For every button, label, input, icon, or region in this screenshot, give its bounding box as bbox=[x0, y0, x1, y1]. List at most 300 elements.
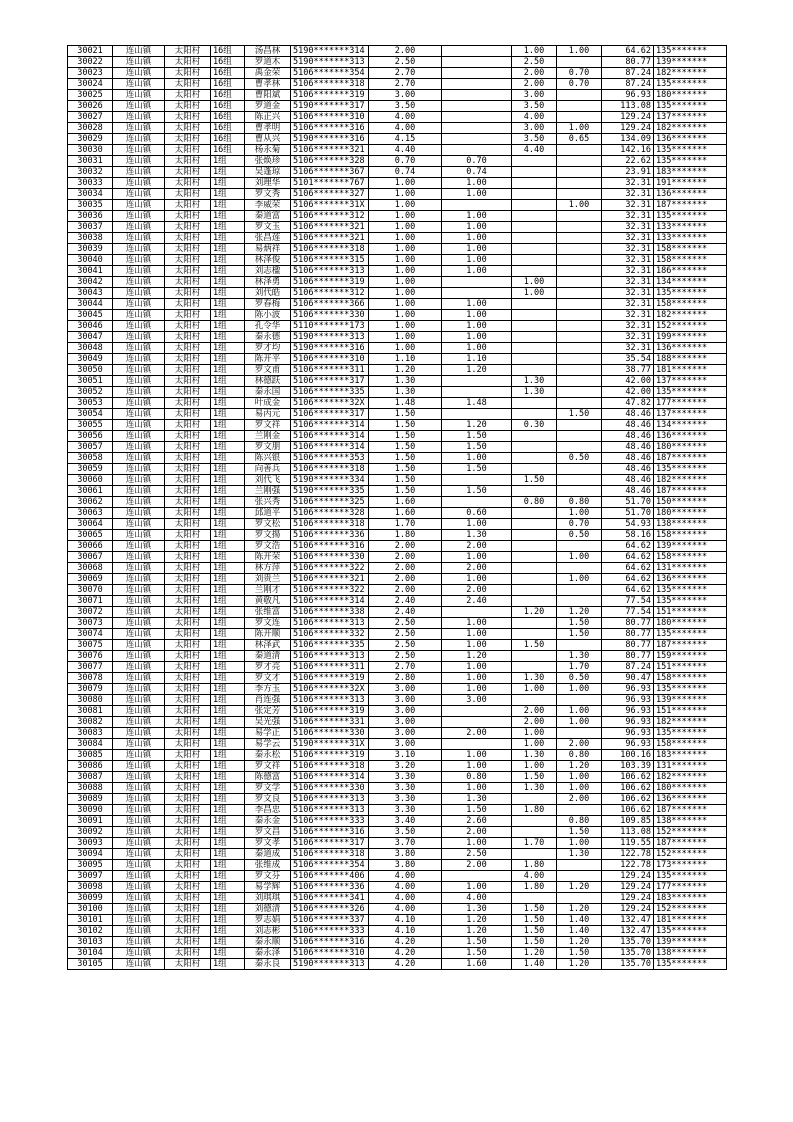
table-row bbox=[68, 90, 727, 101]
cell-group: 1组 bbox=[211, 915, 245, 926]
cell-total: 1.00 bbox=[369, 299, 442, 310]
cell-row-id: 30039 bbox=[68, 244, 113, 255]
cell-col-b: 4.00 bbox=[512, 871, 557, 882]
cell-total: 4.10 bbox=[369, 915, 442, 926]
cell-phone: 188******* bbox=[654, 354, 727, 365]
cell-group: 1组 bbox=[211, 310, 245, 321]
cell-col-a: 1.60 bbox=[442, 959, 512, 970]
cell-town: 连山镇 bbox=[113, 211, 165, 222]
cell-amount: 48.46 bbox=[602, 420, 654, 431]
cell-row-id: 30099 bbox=[68, 893, 113, 904]
cell-name: 秦永良 bbox=[245, 959, 291, 970]
cell-town: 连山镇 bbox=[113, 882, 165, 893]
cell-total: 3.00 bbox=[369, 717, 442, 728]
cell-town: 连山镇 bbox=[113, 717, 165, 728]
cell-amount: 96.93 bbox=[602, 717, 654, 728]
cell-id-number: 5106*******319 bbox=[291, 277, 369, 288]
cell-col-b bbox=[512, 893, 557, 904]
cell-village: 太阳村 bbox=[165, 937, 211, 948]
cell-amount: 32.31 bbox=[602, 222, 654, 233]
cell-phone: 135******* bbox=[654, 926, 727, 937]
table-row bbox=[68, 695, 727, 706]
cell-col-c bbox=[557, 893, 602, 904]
cell-col-a: 1.00 bbox=[442, 233, 512, 244]
cell-town: 连山镇 bbox=[113, 871, 165, 882]
cell-id-number: 5190*******316 bbox=[291, 343, 369, 354]
cell-total: 1.48 bbox=[369, 398, 442, 409]
cell-group: 1组 bbox=[211, 244, 245, 255]
cell-total: 2.50 bbox=[369, 651, 442, 662]
cell-village: 太阳村 bbox=[165, 772, 211, 783]
cell-town: 连山镇 bbox=[113, 816, 165, 827]
cell-col-b: 1.00 bbox=[512, 761, 557, 772]
cell-village: 太阳村 bbox=[165, 706, 211, 717]
cell-amount: 103.39 bbox=[602, 761, 654, 772]
cell-town: 连山镇 bbox=[113, 629, 165, 640]
cell-town: 连山镇 bbox=[113, 959, 165, 970]
cell-total: 2.40 bbox=[369, 607, 442, 618]
cell-row-id: 30064 bbox=[68, 519, 113, 530]
cell-total: 1.50 bbox=[369, 409, 442, 420]
cell-group: 1组 bbox=[211, 563, 245, 574]
cell-amount: 96.93 bbox=[602, 739, 654, 750]
cell-total: 0.74 bbox=[369, 167, 442, 178]
cell-row-id: 30079 bbox=[68, 684, 113, 695]
cell-town: 连山镇 bbox=[113, 464, 165, 475]
cell-town: 连山镇 bbox=[113, 310, 165, 321]
cell-name: 罗文甫 bbox=[245, 365, 291, 376]
cell-row-id: 30075 bbox=[68, 640, 113, 651]
cell-id-number: 5106*******335 bbox=[291, 387, 369, 398]
cell-id-number: 5106*******321 bbox=[291, 574, 369, 585]
cell-amount: 32.31 bbox=[602, 189, 654, 200]
cell-group: 16组 bbox=[211, 112, 245, 123]
cell-row-id: 30026 bbox=[68, 101, 113, 112]
cell-village: 太阳村 bbox=[165, 123, 211, 134]
cell-col-a: 2.00 bbox=[442, 860, 512, 871]
cell-col-b bbox=[512, 211, 557, 222]
cell-col-c: 1.00 bbox=[557, 783, 602, 794]
cell-village: 太阳村 bbox=[165, 750, 211, 761]
cell-village: 太阳村 bbox=[165, 79, 211, 90]
cell-name: 秦永德 bbox=[245, 332, 291, 343]
cell-col-c bbox=[557, 640, 602, 651]
cell-phone: 180******* bbox=[654, 508, 727, 519]
data-table bbox=[67, 45, 727, 970]
cell-col-c bbox=[557, 596, 602, 607]
table-row bbox=[68, 112, 727, 123]
cell-village: 太阳村 bbox=[165, 398, 211, 409]
cell-amount: 132.47 bbox=[602, 915, 654, 926]
cell-total: 1.00 bbox=[369, 343, 442, 354]
cell-col-c bbox=[557, 365, 602, 376]
cell-col-b: 1.00 bbox=[512, 288, 557, 299]
cell-phone: 159******* bbox=[654, 651, 727, 662]
cell-id-number: 5190*******335 bbox=[291, 486, 369, 497]
cell-row-id: 30068 bbox=[68, 563, 113, 574]
cell-group: 1组 bbox=[211, 178, 245, 189]
cell-total: 1.00 bbox=[369, 178, 442, 189]
cell-village: 太阳村 bbox=[165, 431, 211, 442]
cell-town: 连山镇 bbox=[113, 398, 165, 409]
table-row bbox=[68, 178, 727, 189]
cell-id-number: 5106*******319 bbox=[291, 750, 369, 761]
cell-village: 太阳村 bbox=[165, 332, 211, 343]
cell-name: 罗文祥 bbox=[245, 420, 291, 431]
cell-row-id: 30049 bbox=[68, 354, 113, 365]
cell-group: 16组 bbox=[211, 145, 245, 156]
table-row bbox=[68, 222, 727, 233]
cell-row-id: 30035 bbox=[68, 200, 113, 211]
cell-town: 连山镇 bbox=[113, 640, 165, 651]
cell-col-c bbox=[557, 343, 602, 354]
cell-total: 2.80 bbox=[369, 673, 442, 684]
cell-town: 连山镇 bbox=[113, 618, 165, 629]
cell-id-number: 5106*******318 bbox=[291, 761, 369, 772]
cell-village: 太阳村 bbox=[165, 101, 211, 112]
cell-col-c bbox=[557, 585, 602, 596]
cell-col-b: 1.30 bbox=[512, 673, 557, 684]
cell-amount: 90.47 bbox=[602, 673, 654, 684]
cell-town: 连山镇 bbox=[113, 508, 165, 519]
cell-col-c bbox=[557, 266, 602, 277]
cell-name: 肖连强 bbox=[245, 695, 291, 706]
cell-total: 2.70 bbox=[369, 662, 442, 673]
cell-col-a: 1.30 bbox=[442, 904, 512, 915]
cell-town: 连山镇 bbox=[113, 431, 165, 442]
table-row bbox=[68, 365, 727, 376]
cell-group: 16组 bbox=[211, 46, 245, 57]
cell-phone: 138******* bbox=[654, 816, 727, 827]
cell-village: 太阳村 bbox=[165, 222, 211, 233]
cell-col-c bbox=[557, 112, 602, 123]
table-row bbox=[68, 618, 727, 629]
cell-amount: 48.46 bbox=[602, 453, 654, 464]
cell-village: 太阳村 bbox=[165, 673, 211, 684]
cell-town: 连山镇 bbox=[113, 200, 165, 211]
cell-col-a: 2.00 bbox=[442, 827, 512, 838]
cell-col-b bbox=[512, 244, 557, 255]
cell-phone: 137******* bbox=[654, 376, 727, 387]
cell-amount: 106.62 bbox=[602, 772, 654, 783]
cell-col-b bbox=[512, 596, 557, 607]
cell-amount: 48.46 bbox=[602, 464, 654, 475]
cell-total: 2.70 bbox=[369, 68, 442, 79]
cell-group: 1组 bbox=[211, 255, 245, 266]
cell-amount: 87.24 bbox=[602, 68, 654, 79]
cell-amount: 80.77 bbox=[602, 57, 654, 68]
cell-name: 陈开荣 bbox=[245, 552, 291, 563]
cell-col-c bbox=[557, 420, 602, 431]
cell-row-id: 30089 bbox=[68, 794, 113, 805]
cell-col-b bbox=[512, 255, 557, 266]
cell-row-id: 30077 bbox=[68, 662, 113, 673]
cell-total: 2.50 bbox=[369, 57, 442, 68]
cell-amount: 96.93 bbox=[602, 684, 654, 695]
cell-col-c: 1.00 bbox=[557, 772, 602, 783]
cell-total: 2.50 bbox=[369, 618, 442, 629]
cell-col-c bbox=[557, 145, 602, 156]
table-row bbox=[68, 882, 727, 893]
cell-col-a: 1.00 bbox=[442, 662, 512, 673]
cell-col-c: 1.50 bbox=[557, 827, 602, 838]
cell-phone: 138******* bbox=[654, 948, 727, 959]
cell-phone: 177******* bbox=[654, 398, 727, 409]
cell-phone: 180******* bbox=[654, 618, 727, 629]
cell-col-a: 1.50 bbox=[442, 486, 512, 497]
cell-id-number: 5106*******318 bbox=[291, 79, 369, 90]
cell-group: 1组 bbox=[211, 937, 245, 948]
cell-total: 4.00 bbox=[369, 123, 442, 134]
table-row bbox=[68, 827, 727, 838]
table-row bbox=[68, 420, 727, 431]
cell-col-b: 2.00 bbox=[512, 706, 557, 717]
cell-total: 1.00 bbox=[369, 211, 442, 222]
cell-id-number: 5190*******31X bbox=[291, 739, 369, 750]
cell-row-id: 30067 bbox=[68, 552, 113, 563]
cell-col-b bbox=[512, 629, 557, 640]
cell-id-number: 5106*******319 bbox=[291, 90, 369, 101]
cell-group: 1组 bbox=[211, 376, 245, 387]
cell-group: 1组 bbox=[211, 827, 245, 838]
cell-id-number: 5106*******310 bbox=[291, 948, 369, 959]
cell-phone: 136******* bbox=[654, 343, 727, 354]
cell-total: 2.00 bbox=[369, 574, 442, 585]
table-row bbox=[68, 805, 727, 816]
cell-village: 太阳村 bbox=[165, 541, 211, 552]
cell-col-c: 1.00 bbox=[557, 717, 602, 728]
table-row bbox=[68, 750, 727, 761]
cell-group: 1组 bbox=[211, 475, 245, 486]
cell-id-number: 5106*******328 bbox=[291, 508, 369, 519]
cell-phone: 187******* bbox=[654, 486, 727, 497]
cell-name: 罗文玉 bbox=[245, 222, 291, 233]
cell-col-a: 1.00 bbox=[442, 321, 512, 332]
cell-row-id: 30023 bbox=[68, 68, 113, 79]
cell-total: 1.00 bbox=[369, 233, 442, 244]
cell-id-number: 5106*******318 bbox=[291, 519, 369, 530]
cell-name: 罗文连 bbox=[245, 618, 291, 629]
cell-col-b: 1.80 bbox=[512, 860, 557, 871]
cell-col-c: 1.00 bbox=[557, 123, 602, 134]
cell-col-c: 0.70 bbox=[557, 68, 602, 79]
cell-col-a: 0.60 bbox=[442, 508, 512, 519]
cell-group: 1组 bbox=[211, 200, 245, 211]
cell-group: 1组 bbox=[211, 508, 245, 519]
cell-village: 太阳村 bbox=[165, 233, 211, 244]
cell-group: 1组 bbox=[211, 453, 245, 464]
cell-village: 太阳村 bbox=[165, 563, 211, 574]
cell-amount: 119.55 bbox=[602, 838, 654, 849]
table-row bbox=[68, 783, 727, 794]
cell-name: 吴光强 bbox=[245, 717, 291, 728]
cell-col-a: 1.00 bbox=[442, 453, 512, 464]
cell-town: 连山镇 bbox=[113, 167, 165, 178]
table-row bbox=[68, 387, 727, 398]
cell-col-a: 1.10 bbox=[442, 354, 512, 365]
cell-total: 1.50 bbox=[369, 475, 442, 486]
cell-col-c bbox=[557, 728, 602, 739]
cell-col-b: 4.00 bbox=[512, 112, 557, 123]
cell-name: 吴蓬琼 bbox=[245, 167, 291, 178]
cell-name: 陈兴银 bbox=[245, 453, 291, 464]
cell-phone: 173******* bbox=[654, 860, 727, 871]
cell-col-c: 1.00 bbox=[557, 574, 602, 585]
table-row bbox=[68, 530, 727, 541]
cell-phone: 135******* bbox=[654, 79, 727, 90]
cell-row-id: 30105 bbox=[68, 959, 113, 970]
cell-village: 太阳村 bbox=[165, 904, 211, 915]
cell-phone: 177******* bbox=[654, 882, 727, 893]
cell-group: 1组 bbox=[211, 717, 245, 728]
cell-name: 陈开顺 bbox=[245, 629, 291, 640]
cell-amount: 51.70 bbox=[602, 497, 654, 508]
cell-id-number: 5106*******310 bbox=[291, 354, 369, 365]
cell-village: 太阳村 bbox=[165, 321, 211, 332]
cell-id-number: 5106*******32X bbox=[291, 398, 369, 409]
cell-town: 连山镇 bbox=[113, 156, 165, 167]
cell-name: 陈德富 bbox=[245, 772, 291, 783]
cell-total: 1.30 bbox=[369, 387, 442, 398]
cell-id-number: 5106*******313 bbox=[291, 266, 369, 277]
cell-amount: 142.16 bbox=[602, 145, 654, 156]
cell-group: 1组 bbox=[211, 299, 245, 310]
cell-col-b bbox=[512, 156, 557, 167]
cell-col-a: 1.00 bbox=[442, 618, 512, 629]
cell-town: 连山镇 bbox=[113, 376, 165, 387]
cell-amount: 58.16 bbox=[602, 530, 654, 541]
cell-town: 连山镇 bbox=[113, 772, 165, 783]
cell-amount: 47.82 bbox=[602, 398, 654, 409]
table-row bbox=[68, 57, 727, 68]
cell-village: 太阳村 bbox=[165, 255, 211, 266]
table-row bbox=[68, 497, 727, 508]
cell-total: 0.70 bbox=[369, 156, 442, 167]
cell-id-number: 5106*******367 bbox=[291, 167, 369, 178]
cell-name: 杨永菊 bbox=[245, 145, 291, 156]
cell-group: 1组 bbox=[211, 189, 245, 200]
cell-group: 1组 bbox=[211, 871, 245, 882]
cell-amount: 87.24 bbox=[602, 662, 654, 673]
cell-name: 张焕珍 bbox=[245, 156, 291, 167]
cell-col-a bbox=[442, 717, 512, 728]
cell-amount: 80.77 bbox=[602, 640, 654, 651]
table-row bbox=[68, 442, 727, 453]
table-row bbox=[68, 849, 727, 860]
cell-id-number: 5106*******330 bbox=[291, 310, 369, 321]
cell-name: 刘德清 bbox=[245, 904, 291, 915]
table-row bbox=[68, 761, 727, 772]
cell-total: 2.50 bbox=[369, 629, 442, 640]
cell-col-a: 1.00 bbox=[442, 178, 512, 189]
cell-amount: 32.31 bbox=[602, 321, 654, 332]
cell-phone: 137******* bbox=[654, 409, 727, 420]
cell-col-c: 0.50 bbox=[557, 530, 602, 541]
cell-id-number: 5106*******317 bbox=[291, 838, 369, 849]
cell-amount: 32.31 bbox=[602, 200, 654, 211]
cell-col-b: 1.50 bbox=[512, 772, 557, 783]
cell-col-a: 1.00 bbox=[442, 211, 512, 222]
cell-total: 3.40 bbox=[369, 816, 442, 827]
cell-village: 太阳村 bbox=[165, 926, 211, 937]
cell-name: 林泽俊 bbox=[245, 255, 291, 266]
cell-row-id: 30063 bbox=[68, 508, 113, 519]
cell-group: 1组 bbox=[211, 783, 245, 794]
cell-id-number: 5106*******314 bbox=[291, 420, 369, 431]
cell-town: 连山镇 bbox=[113, 475, 165, 486]
cell-group: 1组 bbox=[211, 343, 245, 354]
cell-name: 罗文芬 bbox=[245, 871, 291, 882]
cell-group: 1组 bbox=[211, 739, 245, 750]
cell-phone: 135******* bbox=[654, 156, 727, 167]
cell-col-a: 1.50 bbox=[442, 464, 512, 475]
cell-total: 4.00 bbox=[369, 893, 442, 904]
cell-village: 太阳村 bbox=[165, 871, 211, 882]
cell-total: 1.80 bbox=[369, 530, 442, 541]
cell-group: 1组 bbox=[211, 497, 245, 508]
table-row bbox=[68, 266, 727, 277]
cell-id-number: 5106*******366 bbox=[291, 299, 369, 310]
cell-total: 1.00 bbox=[369, 288, 442, 299]
cell-phone: 199******* bbox=[654, 332, 727, 343]
cell-col-a: 1.48 bbox=[442, 398, 512, 409]
cell-name: 秦道清 bbox=[245, 651, 291, 662]
cell-id-number: 5106*******318 bbox=[291, 244, 369, 255]
cell-total: 1.00 bbox=[369, 266, 442, 277]
cell-total: 3.30 bbox=[369, 772, 442, 783]
cell-col-c bbox=[557, 387, 602, 398]
cell-phone: 182******* bbox=[654, 772, 727, 783]
cell-total: 1.50 bbox=[369, 431, 442, 442]
table-row bbox=[68, 585, 727, 596]
cell-phone: 180******* bbox=[654, 90, 727, 101]
cell-village: 太阳村 bbox=[165, 794, 211, 805]
cell-town: 连山镇 bbox=[113, 739, 165, 750]
cell-village: 太阳村 bbox=[165, 387, 211, 398]
cell-col-b: 1.50 bbox=[512, 640, 557, 651]
cell-row-id: 30094 bbox=[68, 849, 113, 860]
cell-name: 禹金荣 bbox=[245, 68, 291, 79]
cell-name: 易炳祥 bbox=[245, 244, 291, 255]
cell-col-a: 1.00 bbox=[442, 783, 512, 794]
cell-name: 罗文浩 bbox=[245, 541, 291, 552]
cell-phone: 136******* bbox=[654, 134, 727, 145]
cell-name: 罗才亮 bbox=[245, 662, 291, 673]
cell-row-id: 30104 bbox=[68, 948, 113, 959]
cell-amount: 129.24 bbox=[602, 882, 654, 893]
cell-name: 刘理华 bbox=[245, 178, 291, 189]
cell-id-number: 5106*******319 bbox=[291, 706, 369, 717]
cell-col-a: 1.00 bbox=[442, 750, 512, 761]
cell-col-a: 1.50 bbox=[442, 948, 512, 959]
cell-col-a: 1.00 bbox=[442, 310, 512, 321]
cell-amount: 122.78 bbox=[602, 860, 654, 871]
table-row bbox=[68, 541, 727, 552]
cell-village: 太阳村 bbox=[165, 442, 211, 453]
cell-phone: 182******* bbox=[654, 717, 727, 728]
cell-amount: 32.31 bbox=[602, 299, 654, 310]
cell-row-id: 30071 bbox=[68, 596, 113, 607]
cell-total: 2.50 bbox=[369, 640, 442, 651]
cell-id-number: 5106*******318 bbox=[291, 849, 369, 860]
cell-col-c: 1.00 bbox=[557, 552, 602, 563]
cell-col-b bbox=[512, 321, 557, 332]
cell-col-a: 1.00 bbox=[442, 882, 512, 893]
cell-total: 2.00 bbox=[369, 541, 442, 552]
cell-id-number: 5106*******317 bbox=[291, 376, 369, 387]
cell-col-a bbox=[442, 90, 512, 101]
cell-name: 李昌忠 bbox=[245, 805, 291, 816]
